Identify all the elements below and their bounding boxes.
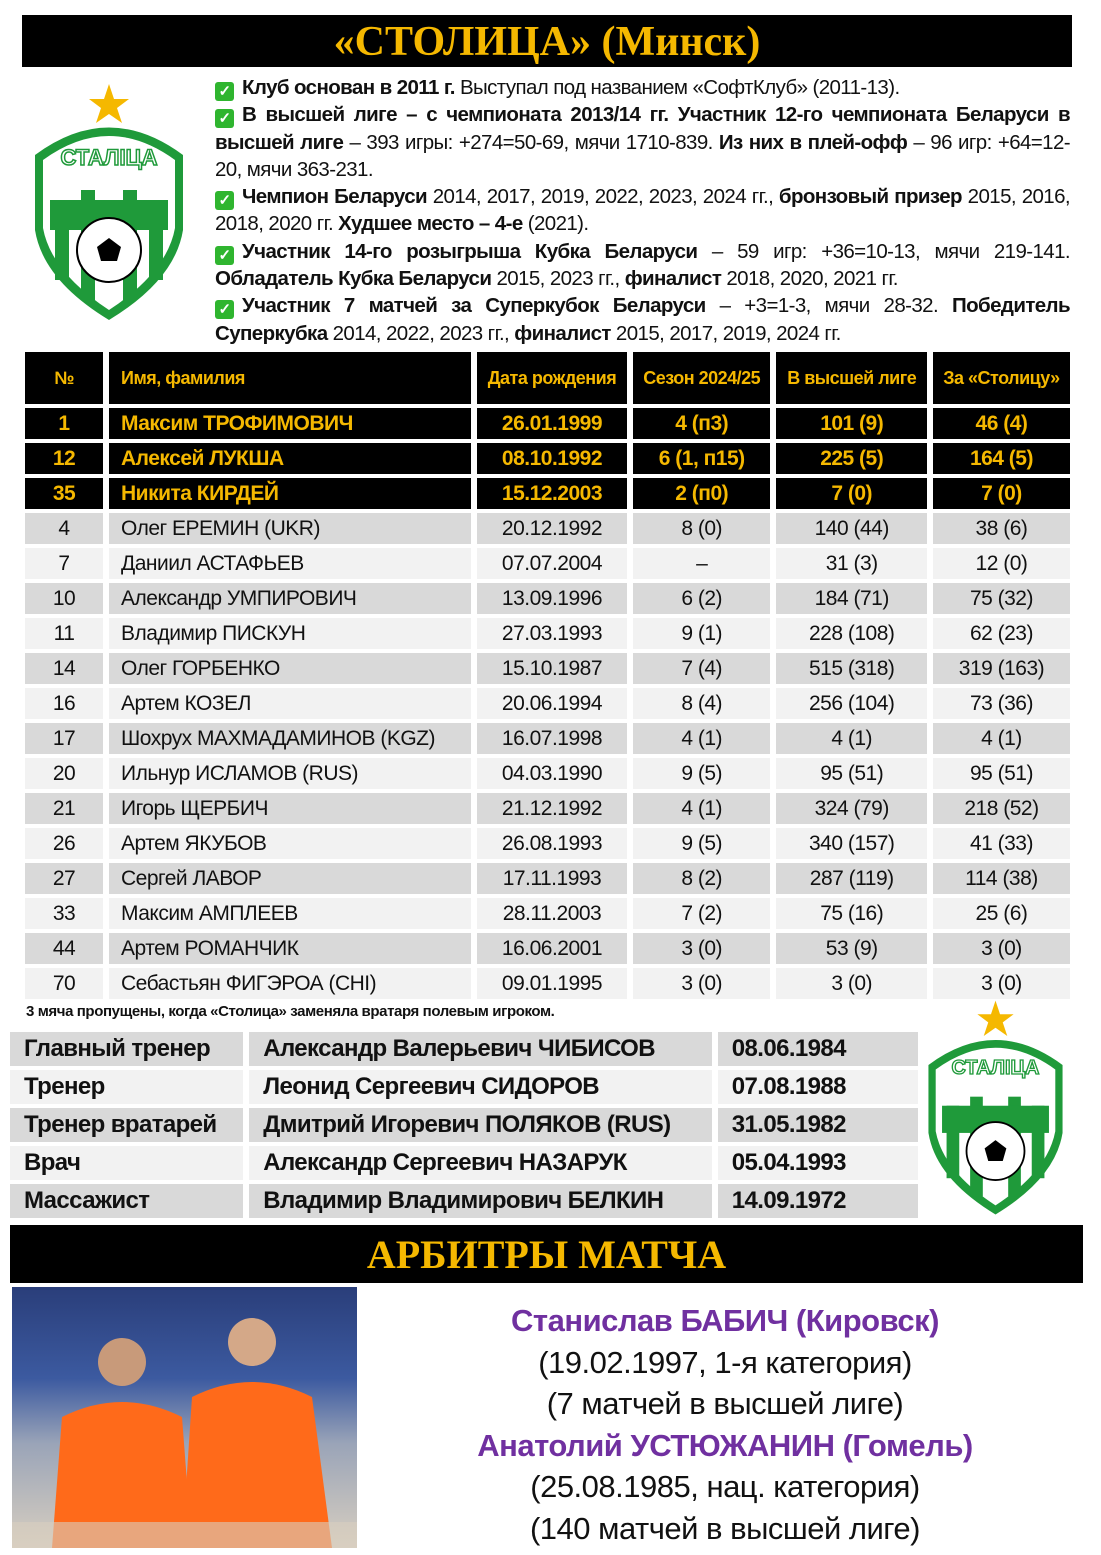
cell-name: Артем РОМАНЧИК <box>109 933 471 964</box>
cell-top-league: 324 (79) <box>776 793 926 824</box>
info-bold-text: Худшее место – 4-е <box>338 212 523 236</box>
cell-season: 8 (0) <box>633 513 771 544</box>
cell-birthdate: 04.03.1990 <box>477 758 627 789</box>
cell-top-league: 75 (16) <box>776 898 926 929</box>
table-row <box>25 513 1070 544</box>
info-bold-text: Участник 7 матчей за Суперкубок Беларуси <box>242 294 706 318</box>
cell-name: Ильнур ИСЛАМОВ (RUS) <box>109 758 471 789</box>
cell-top-league: 53 (9) <box>776 933 926 964</box>
svg-text:СТАЛIЦА: СТАЛIЦА <box>60 145 158 170</box>
cell-birthdate: 28.11.2003 <box>477 898 627 929</box>
table-row <box>25 758 1070 789</box>
cell-name: Олег ГОРБЕНКО <box>109 653 471 684</box>
cell-birthdate: 13.09.1996 <box>477 583 627 614</box>
cell-top-league: 256 (104) <box>776 688 926 719</box>
cell-number: 17 <box>25 723 103 754</box>
info-text: 2014, 2022, 2023 гг., <box>327 321 515 345</box>
staff-birthdate: 07.08.1988 <box>718 1070 918 1104</box>
checkmark-icon: ✓ <box>215 246 234 265</box>
staff-birthdate: 14.09.1972 <box>718 1184 918 1218</box>
cell-top-league: 7 (0) <box>776 478 926 509</box>
cell-season: 7 (4) <box>633 653 771 684</box>
staff-name: Дмитрий Игоревич ПОЛЯКОВ (RUS) <box>249 1108 712 1142</box>
cell-birthdate: 20.12.1992 <box>477 513 627 544</box>
info-bold-text: Клуб основан в 2011 г. <box>242 76 455 99</box>
checkmark-icon: ✓ <box>215 300 234 319</box>
cell-season: 3 (0) <box>633 968 771 999</box>
cell-number: 4 <box>25 513 103 544</box>
cell-season: 6 (2) <box>633 583 771 614</box>
cell-birthdate: 26.08.1993 <box>477 828 627 859</box>
info-text: 2014, 2017, 2019, 2022, 2023, 2024 гг., <box>427 185 779 209</box>
table-row <box>25 793 1070 824</box>
cell-name: Александр УМПИРОВИЧ <box>109 583 471 614</box>
cell-club: 95 (51) <box>933 758 1070 789</box>
info-item <box>215 238 1070 293</box>
header-col-club: За «Столицу» <box>933 352 1070 404</box>
cell-club: 62 (23) <box>933 618 1070 649</box>
cell-number: 1 <box>25 408 103 439</box>
table-row <box>25 828 1070 859</box>
cell-season: 6 (1, п15) <box>633 443 771 474</box>
cell-season: – <box>633 548 771 579</box>
info-text: – 96 игр: +64=12-20, мячи 363-231. <box>215 130 1071 181</box>
cell-season: 4 (1) <box>633 793 771 824</box>
cell-club: 25 (6) <box>933 898 1070 929</box>
cell-top-league: 515 (318) <box>776 653 926 684</box>
info-bold-text: Участник 14-го розыгрыша Кубка Беларуси <box>242 239 698 263</box>
cell-birthdate: 26.01.1999 <box>477 408 627 439</box>
header-col-season: Сезон 2024/25 <box>633 352 771 404</box>
cell-name: Артем ЯКУБОВ <box>109 828 471 859</box>
info-item <box>215 101 1070 183</box>
info-bold-text: Чемпион Беларуси <box>242 185 428 209</box>
cell-season: 2 (п0) <box>633 478 771 509</box>
cell-club: 319 (163) <box>933 653 1070 684</box>
cell-name: Владимир ПИСКУН <box>109 618 471 649</box>
header-col-birthdate: Дата рождения <box>477 352 627 404</box>
cell-number: 7 <box>25 548 103 579</box>
staff-row <box>10 1184 918 1218</box>
cell-season: 9 (1) <box>633 618 771 649</box>
referee-1-name: Станислав БАБИЧ (Кировск) <box>511 1303 939 1338</box>
cell-birthdate: 15.10.1987 <box>477 653 627 684</box>
info-bold-text: В высшей лиге – с чемпионата 2013/14 гг. Участник 12-го чемпионата Беларуси в высшей лиге <box>215 103 1070 154</box>
referee-1-details: (19.02.1997, 1-я категория) <box>538 1344 912 1380</box>
staff-birthdate: 31.05.1982 <box>718 1108 918 1142</box>
referees-title: АРБИТРЫ МАТЧА <box>10 1225 1083 1283</box>
cell-birthdate: 27.03.1993 <box>477 618 627 649</box>
cell-name: Артем КОЗЕЛ <box>109 688 471 719</box>
info-text: (2021). <box>522 212 589 236</box>
cell-number: 11 <box>25 618 103 649</box>
staff-name: Александр Сергеевич НАЗАРУК <box>249 1146 712 1180</box>
cell-birthdate: 21.12.1992 <box>477 793 627 824</box>
cell-name: Игорь ЩЕРБИЧ <box>109 793 471 824</box>
info-text: 2015, 2017, 2019, 2024 гг. <box>610 321 841 345</box>
cell-birthdate: 20.06.1994 <box>477 688 627 719</box>
cell-name: Максим ТРОФИМОВИЧ <box>109 408 471 439</box>
cell-club: 7 (0) <box>933 478 1070 509</box>
info-item <box>215 74 1070 101</box>
table-row <box>25 408 1070 439</box>
cell-birthdate: 16.06.2001 <box>477 933 627 964</box>
cell-top-league: 225 (5) <box>776 443 926 474</box>
cell-club: 73 (36) <box>933 688 1070 719</box>
cell-season: 4 (1) <box>633 723 771 754</box>
cell-club: 164 (5) <box>933 443 1070 474</box>
cell-name: Себастьян ФИГЭРОА (CHI) <box>109 968 471 999</box>
table-row <box>25 583 1070 614</box>
cell-club: 3 (0) <box>933 933 1070 964</box>
info-text: – +3=1-3, мячи 28-32. <box>705 294 952 318</box>
players-table <box>19 348 1076 1003</box>
cell-name: Даниил АСТАФЬЕВ <box>109 548 471 579</box>
staff-birthdate: 05.04.1993 <box>718 1146 918 1180</box>
table-row <box>25 933 1070 964</box>
staff-row <box>10 1032 918 1066</box>
cell-top-league: 101 (9) <box>776 408 926 439</box>
table-row <box>25 548 1070 579</box>
info-item <box>215 292 1070 347</box>
referee-1-matches: (7 матчей в высшей лиге) <box>546 1386 904 1421</box>
info-text: – 393 игры: +274=50-69, мячи 1710-839. <box>343 130 719 154</box>
staff-role: Тренер вратарей <box>10 1108 243 1142</box>
cell-top-league: 3 (0) <box>776 968 926 999</box>
referee-2-name: Анатолий УСТЮЖАНИН (Гомель) <box>477 1427 973 1463</box>
cell-number: 27 <box>25 863 103 894</box>
checkmark-icon: ✓ <box>215 191 234 210</box>
cell-number: 26 <box>25 828 103 859</box>
cell-club: 75 (32) <box>933 583 1070 614</box>
checkmark-icon: ✓ <box>215 109 234 128</box>
cell-name: Никита КИРДЕЙ <box>109 478 471 509</box>
info-item <box>215 183 1070 238</box>
table-row <box>25 653 1070 684</box>
staff-role: Врач <box>10 1146 243 1180</box>
table-row <box>25 443 1070 474</box>
cell-season: 8 (2) <box>633 863 771 894</box>
cell-top-league: 31 (3) <box>776 548 926 579</box>
cell-top-league: 340 (157) <box>776 828 926 859</box>
cell-birthdate: 16.07.1998 <box>477 723 627 754</box>
cell-birthdate: 17.11.1993 <box>477 863 627 894</box>
staff-row <box>10 1146 918 1180</box>
staff-name: Владимир Владимирович БЕЛКИН <box>249 1184 712 1218</box>
cell-top-league: 4 (1) <box>776 723 926 754</box>
header-col-name: Имя, фамилия <box>109 352 471 404</box>
info-bold-text: финалист <box>624 267 722 291</box>
info-text: 2015, 2016, 2018, 2020 гг. <box>215 185 1070 236</box>
table-row <box>25 618 1070 649</box>
cell-club: 218 (52) <box>933 793 1070 824</box>
cell-season: 9 (5) <box>633 828 771 859</box>
club-info <box>215 74 1070 347</box>
cell-season: 3 (0) <box>633 933 771 964</box>
table-row <box>25 688 1070 719</box>
info-bold-text: бронзовый призер <box>778 185 962 209</box>
club-logo-small <box>918 997 1073 1219</box>
svg-text:СТАЛIЦА: СТАЛIЦА <box>951 1057 1040 1080</box>
info-text: 2015, 2023 гг., <box>491 267 625 291</box>
table-row <box>25 478 1070 509</box>
cell-club: 114 (38) <box>933 863 1070 894</box>
referee-2-details: (25.08.1985, нац. категория) <box>530 1469 920 1504</box>
cell-number: 44 <box>25 933 103 964</box>
cell-club: 3 (0) <box>933 968 1070 999</box>
club-title: «СТОЛИЦА» (Минск) <box>22 15 1072 67</box>
cell-birthdate: 15.12.2003 <box>477 478 627 509</box>
staff-birthdate: 08.06.1984 <box>718 1032 918 1066</box>
cell-number: 20 <box>25 758 103 789</box>
cell-name: Сергей ЛАВОР <box>109 863 471 894</box>
cell-season: 7 (2) <box>633 898 771 929</box>
cell-number: 70 <box>25 968 103 999</box>
cell-number: 35 <box>25 478 103 509</box>
cell-number: 21 <box>25 793 103 824</box>
table-row <box>25 723 1070 754</box>
staff-table <box>4 1028 924 1222</box>
cell-club: 4 (1) <box>933 723 1070 754</box>
info-text: – 59 игр: +36=10-13, мячи 219-141. <box>697 239 1071 263</box>
cell-name: Максим АМПЛЕЕВ <box>109 898 471 929</box>
footnote: 3 мяча пропущены, когда «Столица» заменяла вратаря полевым игроком. <box>26 1003 555 1020</box>
cell-top-league: 95 (51) <box>776 758 926 789</box>
cell-club: 46 (4) <box>933 408 1070 439</box>
staff-role: Главный тренер <box>10 1032 243 1066</box>
info-bold-text: финалист <box>514 321 611 345</box>
cell-number: 10 <box>25 583 103 614</box>
cell-number: 12 <box>25 443 103 474</box>
staff-role: Тренер <box>10 1070 243 1104</box>
header-col-number: № <box>25 352 103 404</box>
cell-season: 4 (п3) <box>633 408 771 439</box>
referees-list <box>380 1300 1070 1549</box>
table-row <box>25 968 1070 999</box>
cell-top-league: 140 (44) <box>776 513 926 544</box>
table-header <box>25 352 1070 404</box>
staff-row <box>10 1070 918 1104</box>
cell-club: 12 (0) <box>933 548 1070 579</box>
cell-top-league: 184 (71) <box>776 583 926 614</box>
info-text: Выступал под названием «СофтКлуб» (2011-13). <box>454 76 900 99</box>
referees-photo <box>12 1287 357 1548</box>
cell-top-league: 287 (119) <box>776 863 926 894</box>
cell-club: 38 (6) <box>933 513 1070 544</box>
cell-number: 16 <box>25 688 103 719</box>
table-row <box>25 898 1070 929</box>
cell-season: 9 (5) <box>633 758 771 789</box>
info-bold-text: Из них в плей-офф <box>718 130 908 154</box>
cell-name: Алексей ЛУКША <box>109 443 471 474</box>
checkmark-icon: ✓ <box>215 82 234 101</box>
club-logo <box>25 80 193 325</box>
staff-row <box>10 1108 918 1142</box>
cell-birthdate: 07.07.2004 <box>477 548 627 579</box>
header-col-top-league: В высшей лиге <box>776 352 926 404</box>
cell-top-league: 228 (108) <box>776 618 926 649</box>
cell-birthdate: 08.10.1992 <box>477 443 627 474</box>
staff-name: Леонид Сергеевич СИДОРОВ <box>249 1070 712 1104</box>
info-bold-text: Обладатель Кубка Беларуси <box>215 267 492 291</box>
referee-2-matches: (140 матчей в высшей лиге) <box>529 1510 920 1546</box>
cell-name: Шохрух МАХМАДАМИНОВ (KGZ) <box>109 723 471 754</box>
staff-name: Александр Валерьевич ЧИБИСОВ <box>249 1032 712 1066</box>
cell-name: Олег ЕРЕМИН (UKR) <box>109 513 471 544</box>
staff-role: Массажист <box>10 1184 243 1218</box>
cell-club: 41 (33) <box>933 828 1070 859</box>
info-text: 2018, 2020, 2021 гг. <box>721 267 898 291</box>
cell-number: 33 <box>25 898 103 929</box>
info-bold-text: Победитель Суперкубка <box>215 294 1070 345</box>
cell-birthdate: 09.01.1995 <box>477 968 627 999</box>
table-row <box>25 863 1070 894</box>
cell-season: 8 (4) <box>633 688 771 719</box>
cell-number: 14 <box>25 653 103 684</box>
